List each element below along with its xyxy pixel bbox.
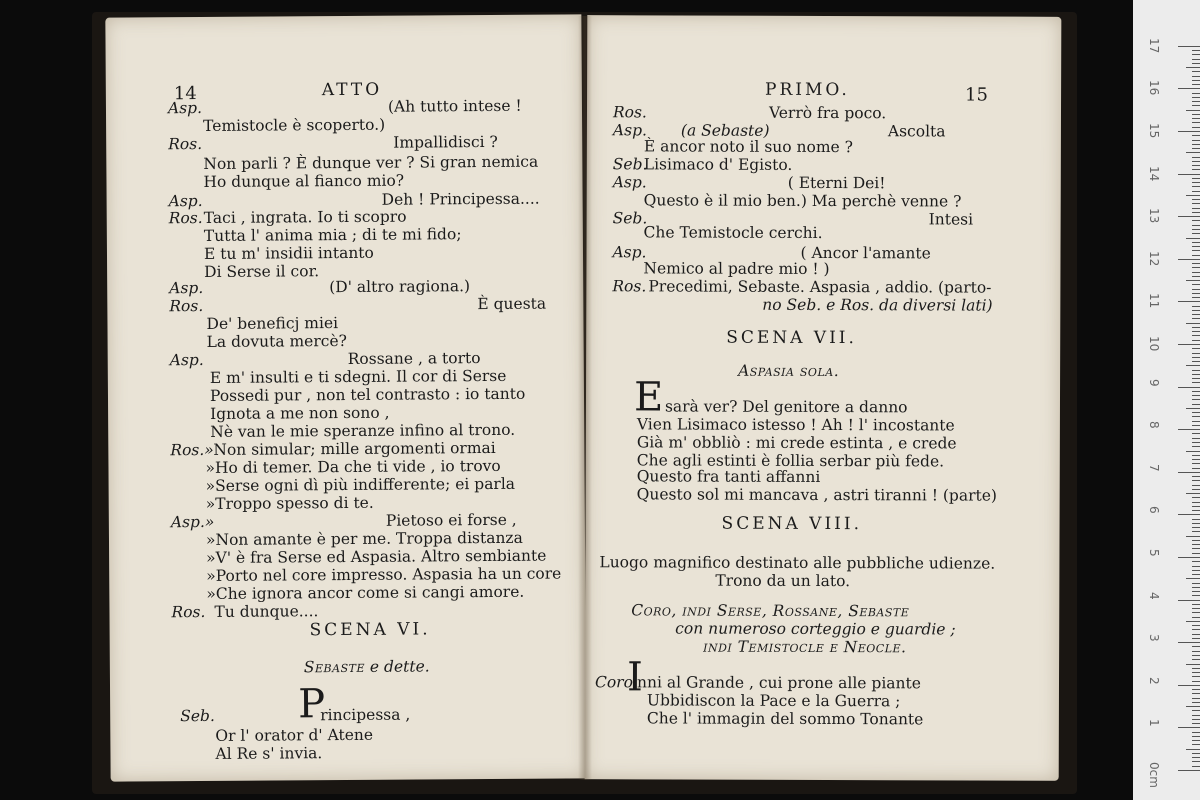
ruler-tick-minor <box>1192 544 1200 545</box>
verse-line: E tu m' insidii intanto <box>203 243 374 263</box>
ruler-tick-minor <box>1192 561 1200 562</box>
character-name: Sebaste <box>303 657 366 677</box>
ruler-tick-major <box>1178 174 1200 175</box>
ruler-tick-minor <box>1192 531 1200 532</box>
ruler-tick-minor <box>1192 395 1200 396</box>
ruler-tick-minor <box>1192 310 1200 311</box>
verse-line: Pietoso ei forse , <box>385 510 517 530</box>
verse-line: Che l' immagin del sommo Tonante <box>646 709 924 729</box>
verse-line: Ascolta <box>887 122 946 141</box>
ruler-tick-minor <box>1192 689 1200 690</box>
verse-line: Taci , ingrata. Io ti scopro <box>203 207 407 227</box>
ruler-tick-minor <box>1192 212 1200 213</box>
ruler-tick-minor <box>1192 203 1200 204</box>
ruler-tick-minor <box>1192 732 1200 733</box>
ruler-tick-minor <box>1192 463 1200 464</box>
scene-cast: Coro, indi Serse, Rossane, Sebaste <box>631 601 910 621</box>
ruler-tick-minor <box>1192 527 1200 528</box>
ruler-tick-minor <box>1192 191 1200 192</box>
ruler-tick-minor <box>1192 681 1200 682</box>
verse-line: ( Eterni Dei! <box>787 173 886 193</box>
speaker-label: Asp. <box>612 173 647 192</box>
verse-line: La dovuta mercè? <box>206 331 347 351</box>
ruler-tick-minor <box>1192 255 1200 256</box>
ruler-tick-minor <box>1192 519 1200 520</box>
verse-line: E m' insulti e ti sdegni. Il cor di Serse <box>209 366 507 387</box>
ruler-tick-minor <box>1192 101 1200 102</box>
ruler-tick-minor <box>1192 378 1200 379</box>
ruler-tick-minor <box>1192 220 1200 221</box>
ruler-tick-minor <box>1186 536 1200 537</box>
verse-line: Impallidisci ? <box>393 132 498 152</box>
stage-direction: Luogo magnifico destinato alle pubbliche udienze. <box>599 553 996 573</box>
speaker-label: Ros. <box>612 103 647 122</box>
ruler-tick-minor <box>1192 250 1200 251</box>
speaker-label: Asp. <box>168 191 203 211</box>
ruler-tick-minor <box>1192 140 1200 141</box>
ruler-tick-minor <box>1192 698 1200 699</box>
speaker-label: Ros. <box>168 134 203 154</box>
ruler-tick-minor <box>1192 118 1200 119</box>
ruler-tick-minor <box>1192 353 1200 354</box>
ruler-tick-minor <box>1192 412 1200 413</box>
verse-line: Questo fra tanti affanni <box>636 467 821 486</box>
ruler-tick-major <box>1178 131 1200 132</box>
ruler-tick-minor <box>1186 451 1200 452</box>
ruler-tick-minor <box>1186 238 1200 239</box>
ruler-tick-minor <box>1192 587 1200 588</box>
ruler-tick-minor <box>1192 655 1200 656</box>
verse-line: »Ho di temer. Da che ti vide , io trovo <box>205 456 501 477</box>
ruler-tick-minor <box>1186 493 1200 494</box>
ruler-tick-minor <box>1192 702 1200 703</box>
ruler-label: 17 <box>1147 37 1161 54</box>
ruler-tick-minor <box>1192 59 1200 60</box>
ruler-tick-minor <box>1192 574 1200 575</box>
ruler-tick-minor <box>1192 668 1200 669</box>
ruler-tick-minor <box>1186 67 1200 68</box>
speaker-label: Coro <box>594 673 633 692</box>
ruler-label: 11 <box>1147 293 1161 309</box>
ruler-tick-minor <box>1192 634 1200 635</box>
ruler-tick-minor <box>1186 110 1200 111</box>
ruler-tick-minor <box>1192 761 1200 762</box>
page-number: 15 <box>965 84 989 106</box>
ruler-tick-minor <box>1192 416 1200 417</box>
verse-line: Nemico al padre mio ! ) <box>643 259 830 279</box>
speaker-label: Asp.» <box>170 512 215 532</box>
ruler-tick-minor <box>1192 744 1200 745</box>
ruler-tick-major <box>1178 514 1200 515</box>
ruler-tick-major <box>1178 429 1200 430</box>
ruler-tick-minor <box>1192 182 1200 183</box>
ruler-tick-minor <box>1192 370 1200 371</box>
ruler-label: 14 <box>1147 165 1161 181</box>
verse-line: Verrò fra poco. <box>768 103 887 123</box>
ruler-tick-minor <box>1192 497 1200 498</box>
ruler-tick-minor <box>1192 314 1200 315</box>
ruler-label: 13 <box>1147 208 1161 224</box>
verse-line: Temistocle è scoperto.) <box>203 115 386 135</box>
verse-line: »V' è fra Serse ed Aspasia. Altro sembiante <box>206 546 547 567</box>
ruler-tick-minor <box>1192 127 1200 128</box>
ruler-tick-minor <box>1192 374 1200 375</box>
verse-line: Tutta l' anima mia ; di te mi fido; <box>203 225 462 245</box>
ruler-tick-major <box>1178 387 1200 388</box>
ruler-tick-major <box>1178 344 1200 345</box>
ruler-tick-minor <box>1192 715 1200 716</box>
speaker-label: Asp. <box>612 121 647 140</box>
ruler-label: 7 <box>1147 463 1161 472</box>
ruler-tick-minor <box>1192 76 1200 77</box>
verse-line: Questo è il mio ben.) Ma perchè venne ? <box>643 191 962 211</box>
verse-line: »Troppo spesso di te. <box>205 493 374 513</box>
ruler-tick-minor <box>1186 621 1200 622</box>
scene-title: SCENA VIII. <box>721 513 863 535</box>
ruler-tick-minor <box>1192 757 1200 758</box>
verse-line: Deh ! Principessa.... <box>381 189 540 209</box>
ruler-tick-minor <box>1192 178 1200 179</box>
ruler-tick-minor <box>1192 306 1200 307</box>
ruler-tick-minor <box>1192 144 1200 145</box>
ruler-tick-minor <box>1192 263 1200 264</box>
ruler-tick-minor <box>1192 736 1200 737</box>
ruler-tick-major <box>1178 600 1200 601</box>
ruler-tick-minor <box>1192 114 1200 115</box>
ruler-tick-minor <box>1192 340 1200 341</box>
ruler-tick-minor <box>1192 617 1200 618</box>
ruler-tick-major <box>1178 301 1200 302</box>
verse-line: Lisimaco d' Egisto. <box>643 155 793 174</box>
ruler-tick-major <box>1178 642 1200 643</box>
ruler-tick-major <box>1178 770 1200 771</box>
verse-line: rincipessa , <box>320 705 411 725</box>
ruler-tick-minor <box>1192 753 1200 754</box>
ruler-tick-minor <box>1192 348 1200 349</box>
ruler-tick-minor <box>1192 297 1200 298</box>
running-head: ATTO <box>321 79 383 101</box>
verse-line: no Seb. e Ros. da diversi lati) <box>762 295 993 315</box>
ruler-tick-minor <box>1192 476 1200 477</box>
speaker-label: Asp. <box>612 243 647 262</box>
ruler-tick-minor <box>1192 122 1200 123</box>
speaker-label: Ros. <box>171 602 206 622</box>
book-gutter <box>578 16 592 780</box>
ruler-tick-major <box>1178 472 1200 473</box>
verse-line: Questo sol mi mancava , astri tiranni ! (parte) <box>636 485 998 505</box>
verse-line: sarà ver? Del genitore a danno <box>664 397 908 417</box>
ruler-tick-minor <box>1192 570 1200 571</box>
ruler-tick-minor <box>1192 361 1200 362</box>
verse-line: Possedi pur , non tel contrasto : io tanto <box>209 384 526 405</box>
ruler-tick-minor <box>1192 485 1200 486</box>
verse-line: Che agli estinti è follia serbar più fede. <box>636 451 945 471</box>
ruler-label: 3 <box>1147 634 1161 642</box>
ruler-label: 9 <box>1147 378 1161 387</box>
ruler-tick-minor <box>1192 459 1200 460</box>
stage-direction: Trono da un lato. <box>715 571 851 591</box>
ruler-tick-minor <box>1192 246 1200 247</box>
ruler-tick-minor <box>1192 331 1200 332</box>
ruler-tick-minor <box>1192 93 1200 94</box>
ruler-tick-minor <box>1192 480 1200 481</box>
speaker-label: Seb. <box>612 209 648 228</box>
verse-line: Rossane , a torto <box>347 349 481 368</box>
ruler-tick-minor <box>1192 186 1200 187</box>
ruler-tick-minor <box>1192 318 1200 319</box>
ruler-tick-minor <box>1192 84 1200 85</box>
ruler-tick-minor <box>1186 706 1200 707</box>
speaker-label: Asp. <box>169 278 204 298</box>
ruler-tick-minor <box>1192 489 1200 490</box>
verse-line: È ancor noto il suo nome ? <box>643 137 853 157</box>
verse-line: Ubbidiscon la Pace e la Guerra ; <box>646 691 901 711</box>
ruler-tick-minor <box>1192 157 1200 158</box>
cast-note: e dette. <box>364 657 430 676</box>
ruler-tick-minor <box>1192 267 1200 268</box>
scene-title: SCENA VII. <box>726 327 857 349</box>
ruler-tick-minor <box>1192 442 1200 443</box>
ruler-tick-minor <box>1192 566 1200 567</box>
ruler-label: 12 <box>1147 250 1161 267</box>
ruler-tick-minor <box>1186 664 1200 665</box>
drop-cap: I <box>626 654 643 701</box>
ruler-tick-minor <box>1192 608 1200 609</box>
ruler-tick-minor <box>1192 54 1200 55</box>
drop-cap: P <box>297 681 326 728</box>
ruler-tick-minor <box>1192 523 1200 524</box>
ruler-tick-minor <box>1192 425 1200 426</box>
ruler-tick-minor <box>1192 71 1200 72</box>
ruler-tick-minor <box>1192 276 1200 277</box>
page-number: 14 <box>173 83 197 105</box>
ruler-label: 0cm <box>1147 762 1161 788</box>
verse-line: È questa <box>477 294 547 314</box>
ruler-label: 5 <box>1147 549 1161 557</box>
speaker-label: Ros. <box>168 208 203 228</box>
ruler-tick-minor <box>1186 408 1200 409</box>
ruler-tick-minor <box>1192 446 1200 447</box>
ruler-tick-major <box>1178 46 1200 47</box>
ruler-tick-minor <box>1192 229 1200 230</box>
ruler-tick-minor <box>1186 365 1200 366</box>
ruler-tick-minor <box>1192 548 1200 549</box>
ruler-tick-major <box>1178 727 1200 728</box>
speaker-label: Seb. <box>180 706 215 726</box>
ruler-tick-minor <box>1192 676 1200 677</box>
ruler-tick-minor <box>1192 242 1200 243</box>
ruler-tick-minor <box>1192 766 1200 767</box>
ruler-tick-minor <box>1192 289 1200 290</box>
verse-line: Già m' obbliò : mi crede estinta , e crede <box>636 433 957 453</box>
ruler-tick-minor <box>1192 135 1200 136</box>
verse-line: Tu dunque.... <box>214 602 319 621</box>
scene-title: SCENA VI. <box>309 619 431 641</box>
verse-line: Non simular; mille argomenti ormai <box>213 438 496 459</box>
ruler-tick-minor <box>1192 63 1200 64</box>
verse-line: nni al Grande , cui prone alle piante <box>636 673 921 693</box>
ruler-label: 8 <box>1147 421 1161 429</box>
ruler-label: 2 <box>1147 676 1161 685</box>
ruler-label: 6 <box>1147 506 1161 515</box>
ruler-tick-minor <box>1192 169 1200 170</box>
ruler-tick-minor <box>1192 629 1200 630</box>
ruler-tick-minor <box>1192 719 1200 720</box>
ruler-tick-minor <box>1186 152 1200 153</box>
speaker-label: Ros. <box>612 277 647 296</box>
verse-line: Vien Lisimaco istesso ! Ah ! l' incostante <box>636 415 955 435</box>
running-head: PRIMO. <box>765 79 850 101</box>
verse-line: Ignota a me non sono , <box>210 403 390 423</box>
ruler-tick-minor <box>1192 604 1200 605</box>
ruler-tick-major <box>1178 216 1200 217</box>
ruler-tick-minor <box>1192 591 1200 592</box>
ruler-tick-minor <box>1192 672 1200 673</box>
ruler-tick-minor <box>1192 625 1200 626</box>
ruler-tick-minor <box>1192 382 1200 383</box>
ruler-tick-minor <box>1192 404 1200 405</box>
ruler-tick-minor <box>1186 749 1200 750</box>
scene-cast: indi Temistocle e Neocle. <box>703 637 907 657</box>
verse-line: De' beneficj miei <box>206 314 339 333</box>
ruler-tick-minor <box>1192 510 1200 511</box>
verse-line: Non parli ? È dunque ver ? Si gran nemica <box>203 152 539 173</box>
ruler-tick-minor <box>1192 105 1200 106</box>
verse-line: Al Re s' invia. <box>215 744 323 763</box>
scene-cast: Aspasia sola. <box>738 361 840 381</box>
ruler-tick-minor <box>1192 233 1200 234</box>
scene-cast: con numeroso corteggio e guardie ; <box>675 619 956 639</box>
verse-line: Di Serse il cor. <box>204 262 320 281</box>
ruler-tick-minor <box>1192 208 1200 209</box>
ruler-tick-minor <box>1192 284 1200 285</box>
ruler-tick-minor <box>1192 438 1200 439</box>
ruler-tick-minor <box>1192 723 1200 724</box>
ruler-tick-minor <box>1186 323 1200 324</box>
ruler-tick-minor <box>1192 97 1200 98</box>
verse-line: Nè van le mie speranze infino al trono. <box>210 420 516 441</box>
ruler-tick-minor <box>1192 161 1200 162</box>
ruler-tick-minor <box>1192 80 1200 81</box>
ruler-tick-minor <box>1192 502 1200 503</box>
ruler-label: 15 <box>1147 123 1161 139</box>
ruler-tick-minor <box>1192 455 1200 456</box>
ruler-tick-minor <box>1192 335 1200 336</box>
ruler-tick-minor <box>1192 225 1200 226</box>
verse-line: Precedimi, Sebaste. Aspasia , addio. (parto- <box>648 277 992 297</box>
ruler-tick-minor <box>1192 391 1200 392</box>
ruler-tick-minor <box>1192 646 1200 647</box>
drop-cap: E <box>633 374 664 421</box>
ruler-tick-minor <box>1192 595 1200 596</box>
verse-line: »Porto nel core impresso. Aspasia ha un core <box>206 564 562 585</box>
verse-line: Or l' orator d' Atene <box>215 725 374 745</box>
ruler-tick-minor <box>1192 272 1200 273</box>
ruler-tick-minor <box>1192 165 1200 166</box>
verse-line: (a Sebaste) <box>680 121 770 140</box>
verse-line: (D' altro ragiona.) <box>329 277 471 297</box>
ruler-tick-minor <box>1186 195 1200 196</box>
verse-line: »Che ignora ancor come si cangi amore. <box>206 582 525 603</box>
ruler-label: 16 <box>1147 80 1161 96</box>
ruler-tick-minor <box>1192 433 1200 434</box>
ruler-tick-minor <box>1192 659 1200 660</box>
right-page <box>585 15 1062 781</box>
ruler-tick-minor <box>1192 693 1200 694</box>
measuring-ruler <box>1133 0 1200 800</box>
ruler-tick-minor <box>1192 553 1200 554</box>
ruler-tick-minor <box>1192 651 1200 652</box>
verse-line: »Serse ogni dì più indifferente; ei parla <box>205 474 516 495</box>
ruler-tick-minor <box>1192 399 1200 400</box>
ruler-tick-minor <box>1192 50 1200 51</box>
ruler-tick-minor <box>1192 199 1200 200</box>
ruler-tick-minor <box>1186 280 1200 281</box>
ruler-label: 10 <box>1147 336 1161 352</box>
ruler-tick-minor <box>1192 583 1200 584</box>
ruler-tick-minor <box>1192 710 1200 711</box>
speaker-label: Ros. <box>169 296 204 316</box>
ruler-tick-major <box>1178 685 1200 686</box>
ruler-tick-minor <box>1192 638 1200 639</box>
speaker-label: Asp. <box>169 350 204 370</box>
speaker-label: Ros.» <box>170 440 214 460</box>
ruler-tick-minor <box>1192 148 1200 149</box>
ruler-tick-major <box>1178 557 1200 558</box>
ruler-tick-minor <box>1192 612 1200 613</box>
ruler-tick-major <box>1178 259 1200 260</box>
ruler-tick-minor <box>1192 468 1200 469</box>
left-page <box>105 14 586 781</box>
verse-line: (Ah tutto intese ! <box>387 96 522 116</box>
ruler-tick-minor <box>1192 740 1200 741</box>
verse-line: Intesi <box>928 210 974 229</box>
speaker-label: Asp. <box>167 98 203 118</box>
scene-cast <box>304 657 430 676</box>
ruler-tick-minor <box>1192 293 1200 294</box>
verse-line: Che Temistocle cerchi. <box>643 223 823 242</box>
ruler-tick-minor <box>1192 540 1200 541</box>
ruler-tick-minor <box>1186 578 1200 579</box>
ruler-tick-minor <box>1192 421 1200 422</box>
ruler-tick-major <box>1178 88 1200 89</box>
speaker-label: Seb. <box>612 155 648 174</box>
ruler-tick-minor <box>1192 327 1200 328</box>
ruler-label: 1 <box>1147 719 1161 728</box>
verse-line: ( Ancor l'amante <box>800 243 931 263</box>
verse-line: »Non amante è per me. Troppa distanza <box>205 528 523 549</box>
ruler-tick-minor <box>1192 357 1200 358</box>
ruler-tick-minor <box>1192 506 1200 507</box>
verse-line: Ho dunque al fianco mio? <box>203 171 405 191</box>
ruler-label: 4 <box>1147 591 1161 600</box>
